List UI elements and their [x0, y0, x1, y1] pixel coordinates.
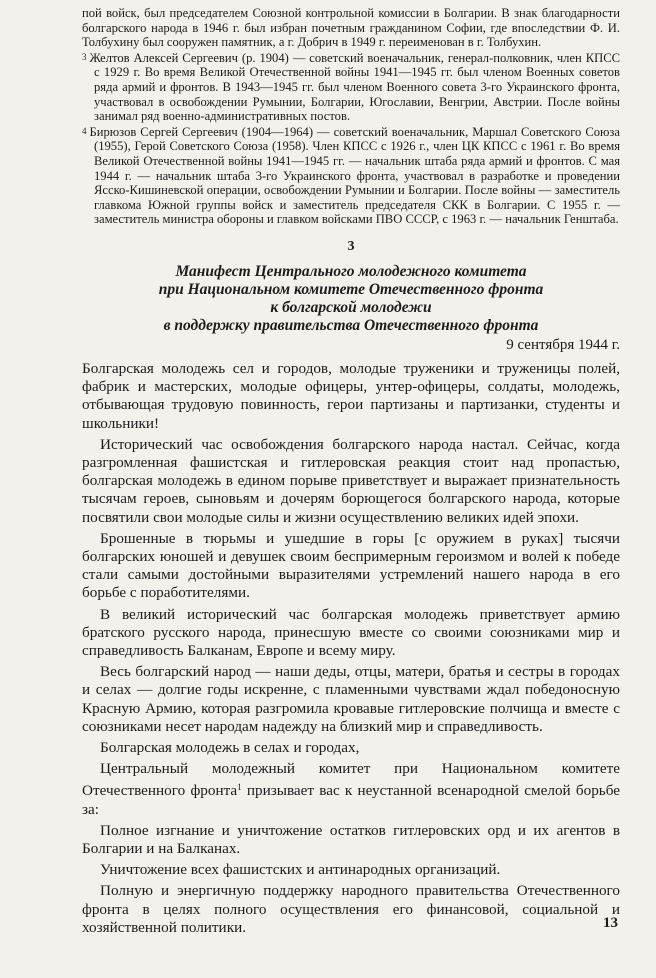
- title-line: Манифест Центрального молодежного комитета: [175, 262, 527, 280]
- body-paragraph: Полную и энергичную поддержку народного правительства Отечественного фронта в целях полного осуществления его финансовой, социальной и хозяйственной политики.: [82, 882, 620, 936]
- footnote-4: [82, 124, 620, 227]
- committee-text: Центральный молодежный комитет при Национальном комитете Отечественного фронта: [82, 760, 620, 800]
- title-line: в поддержку правительства Отечественного фронта: [163, 316, 539, 334]
- document-title: [82, 263, 620, 335]
- footnote-text: Желтов Алексей Сергеевич (р. 1904) — советский военачальник, генерал-полковник, член КПСС с 1929 г. Во время Великой Отечественной войны 1941—1945 гг. был членом Военных советов ряда армий и фронтов. В 1943—1945 гг. был членом Военного совета 3-го Украинского фронта, участвовал в освобождении Румынии, Болгарии, Югославии, Венгрии, Австрии. После войны занимал ряд военно-административных постов.: [89, 50, 620, 124]
- body-paragraph: Болгарская молодежь сел и городов, молодые труженики и труженицы полей, фабрик и мастерских, молодые офицеры, унтер-офицеры, солдаты, молодежь, отбывающая трудовую повинность, герои партизаны и партизанки, студенты и школьники!: [82, 359, 620, 432]
- committee-text-end: призывает вас к неустанной всенародной смелой борьбе за:: [82, 782, 620, 818]
- title-line: к болгарской молодежи: [270, 298, 432, 316]
- title-line: при Национальном комитете Отечественного фронта: [158, 280, 544, 298]
- body-paragraph: В великий исторический час болгарская молодежь приветствует армию братского русского народа, принесшую вместе со своими союзниками мир и справедливость Балканам, Европе и всему миру.: [82, 605, 620, 659]
- body-paragraph: Брошенные в тюрьмы и ушедшие в горы [с оружием в руках] тысячи болгарских юношей и девушек своим беспримерным героизмом и волей к победе стали самыми достойными выразителями устремлений нашего народа в его борьбе с поработителями.: [82, 529, 620, 602]
- committee-paragraph: [82, 760, 620, 819]
- document-number: 3: [347, 238, 355, 254]
- footnote-reference: 1: [237, 782, 242, 793]
- body-paragraph: Полное изгнание и уничтожение остатков гитлеровских орд и их агентов в Болгарии и на Балканах.: [82, 821, 620, 857]
- footnote-text: Бирюзов Сергей Сергеевич (1904—1964) — советский военачальник, Маршал Советского Союза (1955), Герой Советского Союза (1958). Член КПСС с 1926 г., член ЦК КПСС с 1961 г. Во время Великой Отечественной войны 1941—1945 гг. — начальник штаба ряда армий и фронтов. С мая 1944 г. — начальник штаба 3-го Украинского фронта, участвовал в разработке и проведении Ясско-Кишиневской операции, освобождении Румынии и Болгарии. После войны — заместитель главкома Южной группы войск и заместитель председателя СКК в Болгарии. С 1955 г. — заместитель министра обороны и главком войсками ПВО СССР, с 1963 г. — начальник Генштаба.: [89, 124, 620, 227]
- body-paragraph: Уничтожение всех фашистских и антинародных организаций.: [100, 861, 501, 879]
- document-date: 9 сентября 1944 г.: [506, 336, 620, 353]
- footnote-marker: 3: [82, 51, 87, 62]
- body-paragraph: Болгарская молодежь в селах и городах,: [100, 738, 360, 756]
- footnotes-section: [82, 6, 620, 227]
- footnote-3: [82, 50, 620, 124]
- page-number: 13: [603, 915, 618, 931]
- body-paragraph: Весь болгарский народ — наши деды, отцы, матери, братья и сестры в городах и селах — долгие годы искренне, с пламенными чувствами ждал победоносную Красную Армию, которая разгромила кровавые гитлеровские полчища и вместе с союзниками несет народам надежду на близкий мир и справедливость.: [82, 663, 620, 735]
- document-body: [82, 360, 620, 937]
- footnote-marker: 4: [82, 125, 87, 136]
- footnote-continuation: пой войск, был председателем Союзной контрольной комиссии в Болгарии. В знак благодарности болгарского народа в 1946 г. был избран почетным гражданином Софии, где впоследствии Ф. И. Толбухину был сооружен памятник, а г. Добрич в 1949 г. переименован в г. Толбухин.: [82, 6, 620, 50]
- body-paragraph: Исторический час освобождения болгарского народа настал. Сейчас, когда разгромленная фашистская и гитлеровская реакция стоит над пропастью, болгарская молодежь в едином порыве приветствует и выражает признательность тысячам героев, сыновьям и дочерям борющегося болгарского народа, которые посвятили свои молодые силы и жизни осуществлению великих идей эпохи.: [82, 435, 620, 526]
